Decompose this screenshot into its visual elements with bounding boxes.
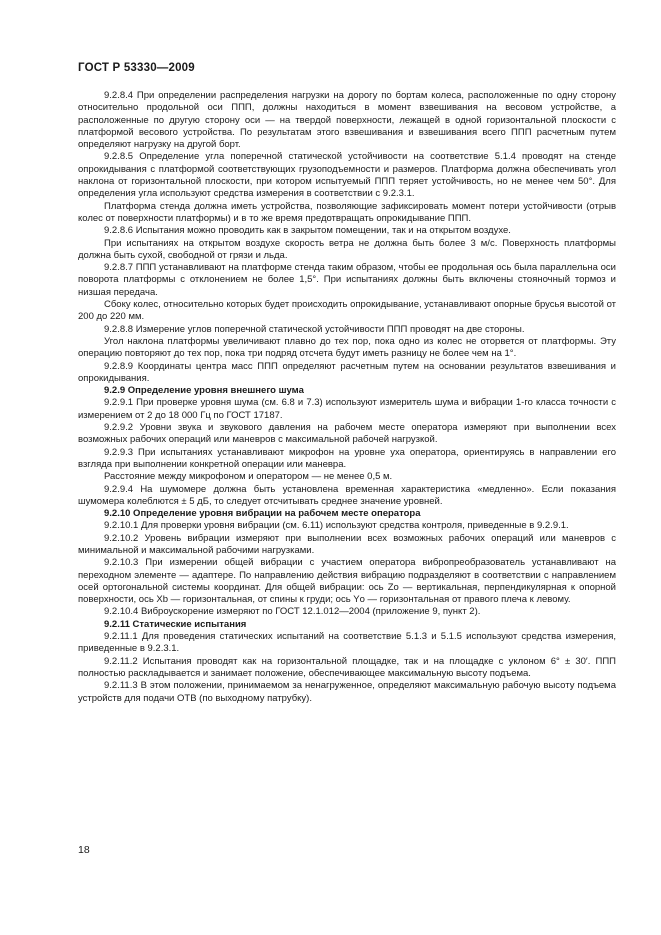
paragraph-9-2-11-1: 9.2.11.1 Для проведения статических испытаний на соответствие 5.1.3 и 5.1.5 используют средства измерения, приведенные в 9.2.3.1. [78,631,616,655]
paragraph-9-2-9-1: 9.2.9.1 При проверке уровня шума (см. 6.8 и 7.3) используют измеритель шума и вибрации 1-го класса точности с измерением от 2 до 18 000 Гц по ГОСТ 17187. [78,397,616,421]
paragraph-9-2-8-6: 9.2.8.6 Испытания можно проводить как в закрытом помещении, так и на открытом воздухе. [104,225,511,237]
paragraph-9-2-9-3: 9.2.9.3 При испытаниях устанавливают микрофон на уровне уха оператора, ориентируясь в направлении его взгляда при выполнении конкретной операции или маневра. [78,446,616,470]
paragraph-9-2-10-3: 9.2.10.3 При измерении общей вибрации с участием оператора вибропреобразователь устанавливают на переходном элементе — адаптере. По направлению действия вибрацию подразделяют в соответствии с направлением осей ортогональной системы координат. Для общей вибрации: ось Zо — вертикальная, перпендикулярная к опорной поверхности, ось Xb — горизонтальная, от спины к груди; ось Yо — горизонтальная от правого плеча к левому. [78,557,616,606]
paragraph-9-2-10-2: 9.2.10.2 Уровень вибрации измеряют при выполнении всех возможных рабочих операций или маневров с минимальной и максимальной рабочими нагрузками. [78,532,616,556]
paragraph-9-2-9-2: 9.2.9.2 Уровни звука и звукового давления на рабочем месте оператора измеряют при выполнении всех возможных рабочих операций или маневров с максимальной рабочей нагрузкой. [78,422,616,446]
paragraph-9-2-11-2: 9.2.11.2 Испытания проводят как на горизонтальной площадке, так и на площадке с уклоном 6° ± 30′. ППП полностью раскладывается и занимает положение, обеспечивающее максимальную высоту подъема. [78,655,616,679]
section-heading-9-2-11: 9.2.11 Статические испытания [104,618,247,630]
paragraph-9-2-11-3: 9.2.11.3 В этом положении, принимаемом за ненагруженное, определяют максимальную рабочую высоту подъема устройств для подачи ОТВ (по выходному патрубку). [78,680,616,704]
paragraph-9-2-8-4: 9.2.8.4 При определении распределения нагрузки на дорогу по бортам колеса, расположенные по одну сторону относительно продольной оси ППП, должны находиться в момент взвешивания на весовом устройстве, а расположенные по другую сторону оси — на твердой поверхности, лежащей в одной горизонтальной плоскости с платформой весового устройства. По результатам этого взвешивания и взвешивания всего ППП расчетным путем определяют нагрузку на другой борт. [78,90,616,151]
paragraph-9-2-10-4: 9.2.10.4 Виброускорение измеряют по ГОСТ 12.1.012—2004 (приложение 9, пункт 2). [104,606,481,618]
paragraph-9-2-10-1: 9.2.10.1 Для проверки уровня вибрации (см. 6.11) используют средства контроля, приведенные в 9.2.9.1. [104,520,569,532]
paragraph-9-2-8-9: 9.2.8.9 Координаты центра масс ППП определяют расчетным путем на основании результатов взвешивания и опрокидывания. [78,360,616,384]
page-number: 18 [78,844,90,856]
paragraph-9-2-8-5: 9.2.8.5 Определение угла поперечной статической устойчивости на соответствие 5.1.4 проводят на стенде опрокидывания с платформой соответствующих грузоподъемности и размеров. Платформа должна обеспечивать угол наклона от горизонтальной плоскости, при котором испытуемый ППП теряет устойчивость, но не менее чем 50°. Для определения угла используют средства измерения в соответствии с 9.2.3.1. [78,151,616,200]
paragraph-9-2-9-4: 9.2.9.4 На шумомере должна быть установлена временная характеристика «медленно». Если показания шумомера колеблются ± 5 дБ, то следует отсчитывать среднее значение уровней. [78,483,616,507]
paragraph: Расстояние между микрофоном и оператором — не менее 0,5 м. [104,471,393,483]
document-header: ГОСТ Р 53330—2009 [78,62,195,74]
paragraph-9-2-8-7: 9.2.8.7 ППП устанавливают на платформе стенда таким образом, чтобы ее продольная ось была параллельна оси поворота платформы с отклонением не более 1,5°. При испытаниях должны быть включены стояночный тормоз и низшая передача. [78,262,616,298]
paragraph: При испытаниях на открытом воздухе скорость ветра не должна быть более 3 м/с. Поверхность платформы должна быть сухой, свободной от грязи и льда. [78,237,616,261]
section-heading-9-2-9: 9.2.9 Определение уровня внешнего шума [104,385,304,397]
paragraph: Сбоку колес, относительно которых будет происходить опрокидывание, устанавливают опорные брусья высотой от 200 до 220 мм. [78,299,616,323]
section-heading-9-2-10: 9.2.10 Определение уровня вибрации на рабочем месте оператора [104,508,421,520]
paragraph: Угол наклона платформы увеличивают плавно до тех пор, пока одно из колес не оторвется от платформы. Эту операцию повторяют до тех пор, пока три подряд отсчета будут иметь разницу не более чем на 1°. [78,335,616,360]
document-body [78,90,616,705]
paragraph: Платформа стенда должна иметь устройства, позволяющие зафиксировать момент потери устойчивости (отрыв колес от поверхности платформы) и в то же время предотвращать опрокидывание ППП. [78,200,616,224]
paragraph-9-2-8-8: 9.2.8.8 Измерение углов поперечной статической устойчивости ППП проводят на две стороны. [104,323,525,335]
